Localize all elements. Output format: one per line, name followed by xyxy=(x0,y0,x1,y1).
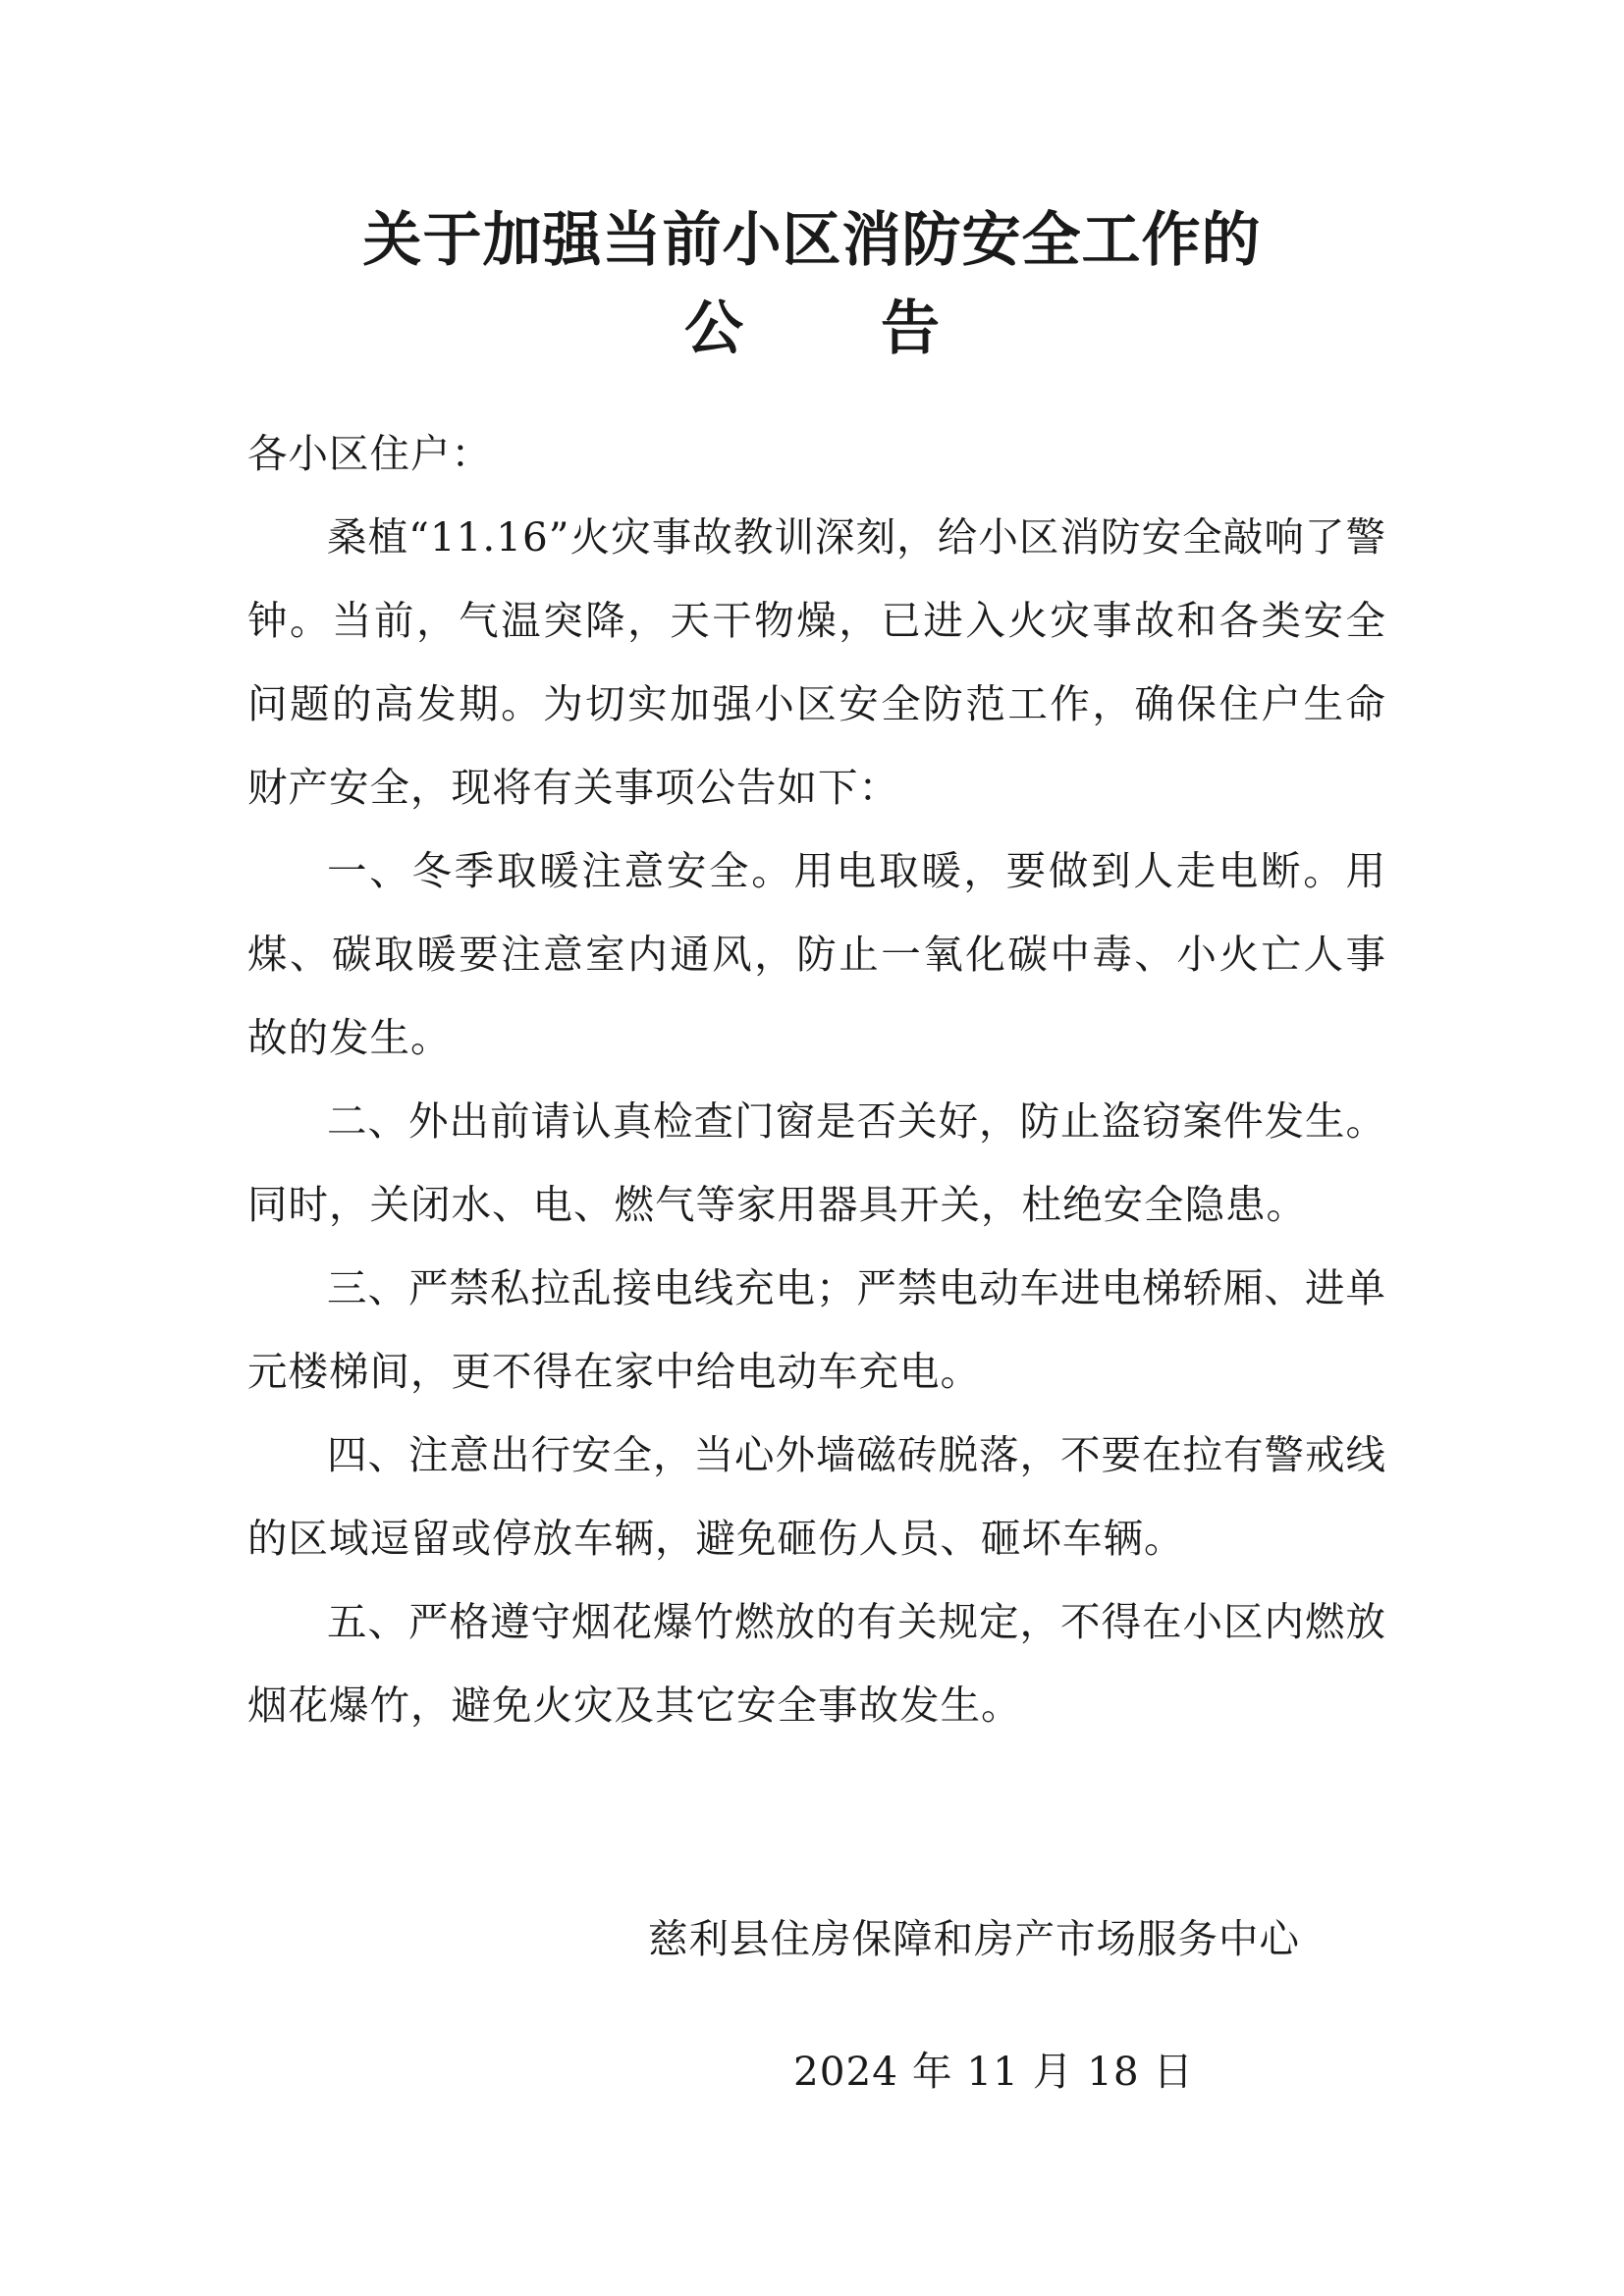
notice-subtitle: 公告 xyxy=(684,294,1077,363)
item-4-paragraph: 四、注意出行安全，当心外墙磁砖脱落，不要在拉有警戒线的区域逗留或停放车辆，避免砸伤人员、砸坏车辆。 xyxy=(247,1431,1386,1562)
item-2-paragraph: 二、外出前请认真检查门窗是否关好，防止盗窃案件发生。同时，关闭水、电、燃气等家用器具开关，杜绝安全隐患。 xyxy=(247,1097,1386,1228)
signature-organization: 慈利县住房保障和房产市场服务中心 xyxy=(648,1915,1300,1962)
item-3-paragraph: 三、严禁私拉乱接电线充电；严禁电动车进电梯轿厢、进单元楼梯间，更不得在家中给电动车充电。 xyxy=(247,1264,1386,1395)
item-1-paragraph: 一、冬季取暖注意安全。用电取暖，要做到人走电断。用煤、碳取暖要注意室内通风，防止一氧化碳中毒、小火亡人事故的发生。 xyxy=(247,847,1386,1061)
item-5-paragraph: 五、严格遵守烟花爆竹燃放的有关规定，不得在小区内燃放烟花爆竹，避免火灾及其它安全事故发生。 xyxy=(247,1598,1386,1729)
intro-paragraph: 桑植“11.16”火灾事故教训深刻，给小区消防安全敲响了警钟。当前，气温突降，天干物燥，已进入火灾事故和各类安全问题的高发期。为切实加强小区安全防范工作，确保住户生命财产安全，现将有关事项公告如下： xyxy=(247,513,1386,811)
signature-date: 2024 年 11 月 18 日 xyxy=(793,2048,1195,2095)
salutation: 各小区住户： xyxy=(247,430,492,477)
notice-title: 关于加强当前小区消防安全工作的 xyxy=(362,206,1262,275)
